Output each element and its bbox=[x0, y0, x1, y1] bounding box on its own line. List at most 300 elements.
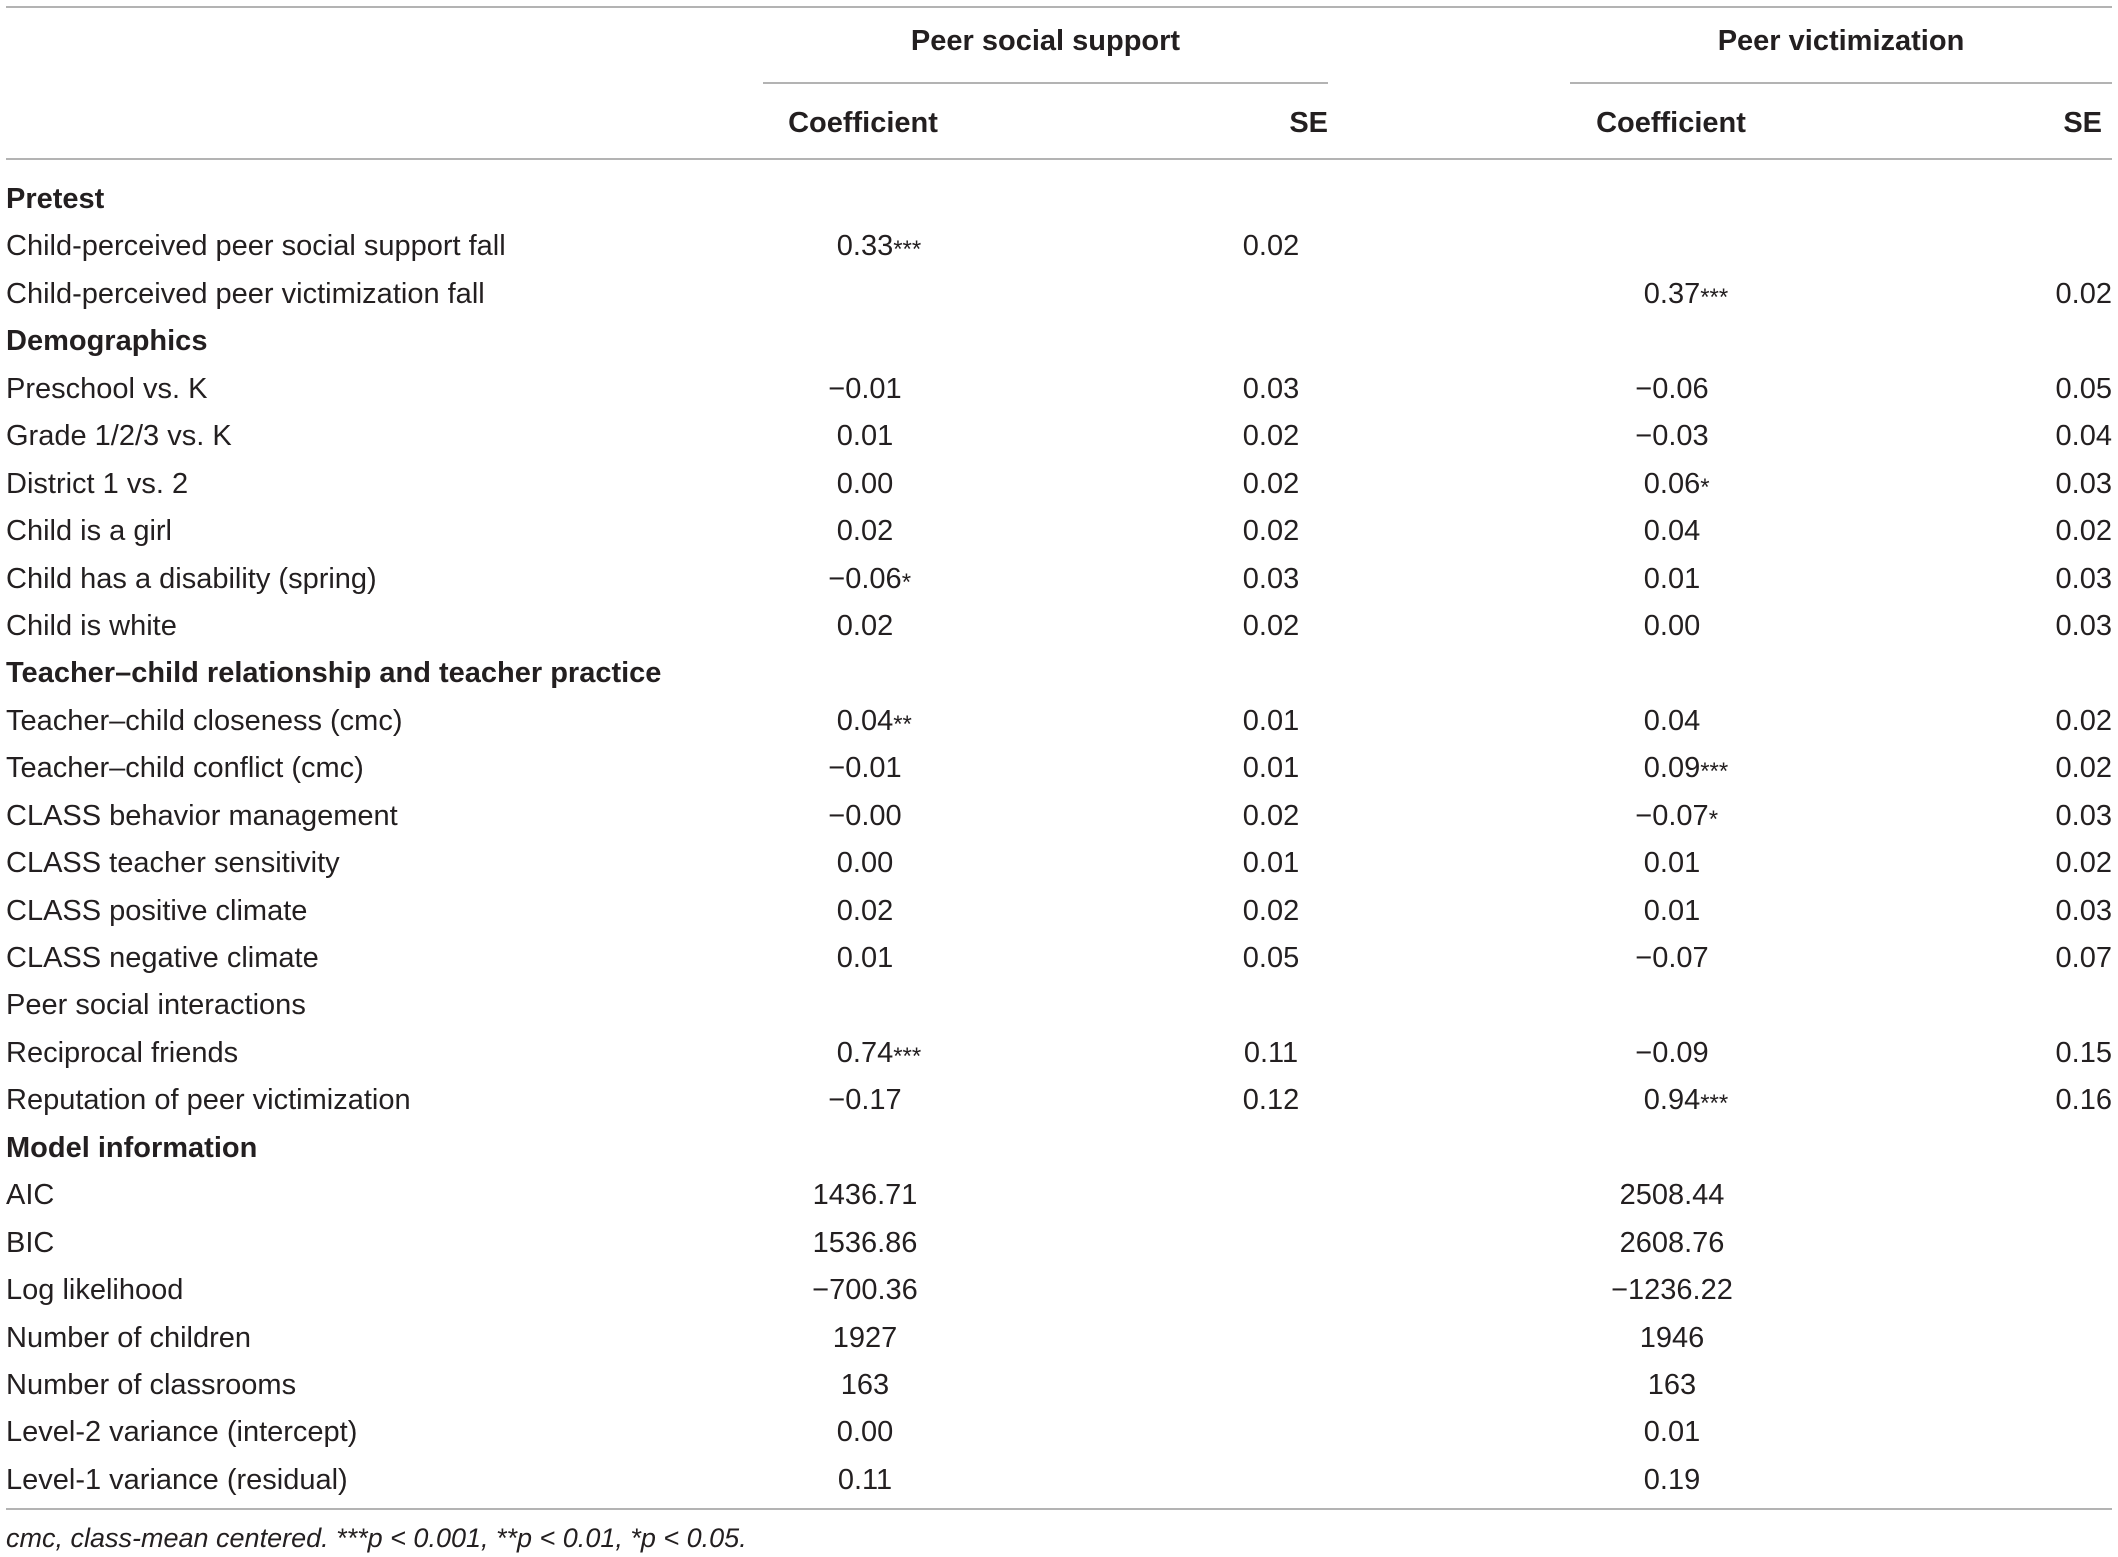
cell-se-a bbox=[1152, 556, 1390, 603]
cell-se-a bbox=[1152, 793, 1390, 840]
value-text: 0.04 bbox=[836, 704, 894, 737]
cell-coefficient-a bbox=[733, 366, 997, 413]
table-row bbox=[0, 840, 2118, 887]
cell-se-b bbox=[1930, 461, 2112, 508]
cell-se-a bbox=[1152, 1030, 1390, 1077]
value-text: 0.02 bbox=[836, 609, 894, 642]
value-text: 0.01 bbox=[1643, 1416, 1701, 1449]
value-text: 0.03 bbox=[2055, 894, 2112, 927]
cell-coefficient-b bbox=[1540, 745, 1804, 792]
table-bottom-rule bbox=[6, 1508, 2112, 1510]
col-header-coefficient-b: Coefficient bbox=[1596, 107, 1746, 139]
cell-se-b bbox=[1930, 840, 2112, 887]
cell-coefficient-b bbox=[1540, 1409, 1804, 1456]
cell-se-b bbox=[1930, 1030, 2112, 1077]
value-text: −0.01 bbox=[828, 752, 902, 785]
cell-value bbox=[836, 704, 912, 738]
cell-value bbox=[1243, 752, 1299, 784]
value-text: 0.03 bbox=[2055, 562, 2112, 595]
cell-value bbox=[837, 420, 893, 452]
table-row bbox=[0, 1172, 2118, 1219]
cell-se-b bbox=[1930, 508, 2112, 555]
cell-coefficient-b bbox=[1540, 556, 1804, 603]
cell-se-a bbox=[1152, 508, 1390, 555]
value-text: 163 bbox=[1647, 1368, 1697, 1401]
table-row bbox=[0, 1220, 2118, 1267]
cell-value bbox=[1244, 1037, 1298, 1069]
value-text: 0.11 bbox=[837, 1463, 893, 1496]
row-label: Peer social interactions bbox=[6, 989, 306, 1022]
cell-coefficient-a bbox=[733, 1172, 997, 1219]
cell-value bbox=[1635, 1037, 1708, 1069]
table-row bbox=[0, 793, 2118, 840]
value-text: 0.02 bbox=[2055, 277, 2112, 310]
cell-coefficient-b bbox=[1540, 1220, 1804, 1267]
value-text: 0.12 bbox=[1242, 1084, 1300, 1117]
value-text: 0.02 bbox=[2055, 752, 2112, 785]
cell-se-b bbox=[1930, 271, 2112, 318]
cell-value bbox=[2056, 847, 2112, 879]
value-text: 0.01 bbox=[1242, 704, 1300, 737]
table-row bbox=[0, 508, 2118, 555]
table-row bbox=[0, 556, 2118, 603]
value-text: 0.02 bbox=[1242, 515, 1300, 548]
value-text: 0.94 bbox=[1643, 1084, 1701, 1117]
significance-stars: * bbox=[1708, 805, 1719, 833]
value-text: 0.00 bbox=[836, 467, 894, 500]
cell-value bbox=[1635, 942, 1708, 974]
value-text: 0.02 bbox=[2055, 515, 2112, 548]
cell-value bbox=[2056, 468, 2112, 500]
table-row bbox=[0, 413, 2118, 460]
cell-value bbox=[1620, 1227, 1725, 1259]
cell-value bbox=[2056, 1037, 2112, 1069]
value-text: 0.01 bbox=[1643, 562, 1701, 595]
value-text: −0.01 bbox=[828, 372, 902, 405]
cell-se-b bbox=[1930, 935, 2112, 982]
row-label: Teacher–child conflict (cmc) bbox=[6, 752, 364, 785]
value-text: 0.09 bbox=[1643, 752, 1701, 785]
cell-value bbox=[1243, 942, 1299, 974]
cell-value bbox=[1644, 847, 1700, 879]
section-header-row bbox=[0, 176, 2118, 223]
value-text: 0.04 bbox=[1643, 704, 1701, 737]
cell-coefficient-a bbox=[733, 413, 997, 460]
value-text: 0.00 bbox=[836, 847, 894, 880]
cell-value bbox=[836, 1036, 922, 1070]
value-text: 0.03 bbox=[2055, 609, 2112, 642]
table-row bbox=[0, 461, 2118, 508]
cell-value bbox=[2056, 278, 2112, 310]
cell-value bbox=[828, 1084, 901, 1116]
value-text: −700.36 bbox=[812, 1274, 918, 1307]
cell-coefficient-a bbox=[733, 1457, 997, 1504]
cell-coefficient-b bbox=[1540, 1362, 1804, 1409]
value-text: 1436.71 bbox=[812, 1179, 918, 1212]
col-header-se-b: SE bbox=[2063, 107, 2102, 139]
cell-coefficient-a bbox=[733, 1030, 997, 1077]
cell-coefficient-a bbox=[733, 461, 997, 508]
header-bottom-rule bbox=[6, 158, 2112, 160]
table-row bbox=[0, 1315, 2118, 1362]
cell-value bbox=[1243, 847, 1299, 879]
cell-coefficient-b bbox=[1540, 1267, 1804, 1314]
table-row bbox=[0, 935, 2118, 982]
cell-value bbox=[1644, 1416, 1700, 1448]
cell-value bbox=[837, 1416, 893, 1448]
cell-coefficient-a bbox=[733, 1409, 997, 1456]
cell-coefficient-a bbox=[733, 698, 997, 745]
cell-value bbox=[1611, 1274, 1733, 1306]
row-label: Level-1 variance (residual) bbox=[6, 1463, 348, 1496]
cell-coefficient-b bbox=[1540, 698, 1804, 745]
value-text: 0.03 bbox=[2055, 799, 2112, 832]
cell-coefficient-b bbox=[1540, 1030, 1804, 1077]
cell-value bbox=[812, 1274, 918, 1306]
value-text: 0.05 bbox=[2055, 372, 2112, 405]
table-row bbox=[0, 1457, 2118, 1504]
value-text: −0.06 bbox=[828, 562, 902, 595]
cell-value bbox=[1243, 705, 1299, 737]
cell-value bbox=[833, 1322, 898, 1354]
value-text: 0.02 bbox=[1242, 799, 1300, 832]
cell-value bbox=[2056, 752, 2112, 784]
value-text: 0.00 bbox=[1643, 609, 1701, 642]
cell-coefficient-b bbox=[1540, 1077, 1804, 1124]
cell-value bbox=[813, 1227, 918, 1259]
value-text: −0.00 bbox=[828, 799, 902, 832]
table-row bbox=[0, 698, 2118, 745]
row-label: Number of children bbox=[6, 1321, 251, 1354]
cell-coefficient-a bbox=[733, 793, 997, 840]
col-header-coefficient-a: Coefficient bbox=[788, 107, 938, 139]
table-row bbox=[0, 223, 2118, 270]
cell-coefficient-b bbox=[1540, 935, 1804, 982]
cell-value bbox=[1243, 373, 1299, 405]
cell-coefficient-b bbox=[1540, 603, 1804, 650]
cell-coefficient-b bbox=[1540, 461, 1804, 508]
cell-se-b bbox=[1930, 745, 2112, 792]
col-header-se-a: SE bbox=[1289, 107, 1328, 139]
cell-coefficient-b bbox=[1540, 888, 1804, 935]
cell-se-b bbox=[1930, 698, 2112, 745]
value-text: 163 bbox=[840, 1368, 890, 1401]
value-text: 0.03 bbox=[2055, 467, 2112, 500]
cell-value bbox=[1243, 610, 1299, 642]
cell-value bbox=[2056, 563, 2112, 595]
table-row bbox=[0, 366, 2118, 413]
cell-se-a bbox=[1152, 413, 1390, 460]
section-header-row bbox=[0, 318, 2118, 365]
cell-value bbox=[1643, 277, 1729, 311]
cell-se-b bbox=[1930, 603, 2112, 650]
cell-value bbox=[837, 468, 893, 500]
cell-value bbox=[837, 515, 893, 547]
value-text: 0.05 bbox=[1242, 942, 1300, 974]
cell-value bbox=[1620, 1179, 1725, 1211]
cell-se-a bbox=[1152, 888, 1390, 935]
cell-value bbox=[1644, 563, 1700, 595]
value-text: −0.07 bbox=[1635, 942, 1709, 974]
cell-se-a bbox=[1152, 840, 1390, 887]
group-b-underline bbox=[1570, 82, 2112, 84]
row-label: Level-2 variance (intercept) bbox=[6, 1416, 358, 1449]
group-header-peer-social-support: Peer social support bbox=[910, 25, 1181, 57]
value-text: −1236.22 bbox=[1611, 1274, 1733, 1307]
cell-value bbox=[1243, 515, 1299, 547]
cell-coefficient-a bbox=[733, 223, 997, 270]
value-text: 1536.86 bbox=[812, 1226, 918, 1259]
cell-coefficient-b bbox=[1540, 840, 1804, 887]
cell-value bbox=[828, 373, 901, 405]
cell-value bbox=[813, 1179, 918, 1211]
cell-coefficient-a bbox=[733, 840, 997, 887]
value-text: 1946 bbox=[1639, 1321, 1705, 1354]
cell-coefficient-a bbox=[733, 1220, 997, 1267]
cell-value bbox=[2056, 610, 2112, 642]
cell-se-a bbox=[1152, 745, 1390, 792]
value-text: −0.09 bbox=[1635, 1036, 1709, 1069]
cell-coefficient-b bbox=[1540, 1315, 1804, 1362]
cell-value bbox=[837, 610, 893, 642]
value-text: 0.02 bbox=[1242, 894, 1300, 927]
significance-stars: * bbox=[1700, 473, 1710, 501]
cell-value bbox=[2056, 942, 2112, 974]
row-label: Reputation of peer victimization bbox=[6, 1084, 411, 1117]
table-top-rule bbox=[6, 6, 2112, 8]
table-row bbox=[0, 982, 2118, 1029]
cell-value bbox=[837, 895, 893, 927]
cell-se-a bbox=[1152, 223, 1390, 270]
cell-se-b bbox=[1930, 366, 2112, 413]
value-text: 0.02 bbox=[2055, 847, 2112, 880]
section-label: Teacher–child relationship and teacher practice bbox=[6, 657, 662, 690]
cell-value bbox=[1635, 799, 1719, 833]
table-row bbox=[0, 603, 2118, 650]
value-text: 0.01 bbox=[1242, 847, 1300, 880]
cell-coefficient-a bbox=[733, 935, 997, 982]
value-text: 0.02 bbox=[836, 515, 894, 548]
value-text: 0.00 bbox=[836, 1416, 894, 1449]
row-label: Teacher–child closeness (cmc) bbox=[6, 704, 403, 737]
table-row bbox=[0, 888, 2118, 935]
cell-value bbox=[1243, 563, 1299, 595]
section-header-row bbox=[0, 650, 2118, 697]
group-a-underline bbox=[763, 82, 1328, 84]
value-text: 0.37 bbox=[1643, 277, 1701, 310]
value-text: 0.19 bbox=[1643, 1463, 1701, 1496]
cell-se-b bbox=[1930, 413, 2112, 460]
value-text: 0.01 bbox=[836, 420, 894, 453]
cell-value bbox=[1643, 1084, 1729, 1118]
row-label: AIC bbox=[6, 1179, 55, 1212]
cell-coefficient-a bbox=[733, 745, 997, 792]
cell-coefficient-b bbox=[1540, 1172, 1804, 1219]
table-footnote: cmc, class-mean centered. ***p < 0.001, **p < 0.01, *p < 0.05. bbox=[6, 1523, 747, 1553]
cell-value bbox=[2056, 895, 2112, 927]
section-label: Pretest bbox=[6, 183, 105, 215]
row-label: Log likelihood bbox=[6, 1274, 184, 1307]
value-text: 0.02 bbox=[1242, 230, 1300, 263]
cell-value bbox=[828, 800, 901, 832]
cell-se-b bbox=[1930, 556, 2112, 603]
cell-value bbox=[1648, 1369, 1696, 1401]
cell-value bbox=[1640, 1322, 1705, 1354]
section-header-row bbox=[0, 1125, 2118, 1172]
cell-value bbox=[1644, 705, 1700, 737]
value-text: 0.16 bbox=[2055, 1084, 2112, 1117]
cell-value bbox=[838, 1464, 892, 1496]
table-row bbox=[0, 745, 2118, 792]
value-text: 0.02 bbox=[1242, 467, 1300, 500]
value-text: 1927 bbox=[832, 1321, 898, 1354]
cell-value bbox=[1644, 610, 1700, 642]
row-label: Child is white bbox=[6, 609, 177, 642]
row-label: Reciprocal friends bbox=[6, 1036, 239, 1069]
table-body bbox=[0, 176, 2118, 1504]
row-label: CLASS positive climate bbox=[6, 894, 308, 927]
cell-coefficient-b bbox=[1540, 1457, 1804, 1504]
cell-coefficient-a bbox=[733, 1077, 997, 1124]
cell-value bbox=[1243, 1084, 1299, 1116]
significance-stars: *** bbox=[893, 1042, 922, 1070]
value-text: −0.17 bbox=[828, 1084, 902, 1117]
value-text: 0.02 bbox=[1242, 609, 1300, 642]
cell-value bbox=[2056, 373, 2112, 405]
section-label: Model information bbox=[6, 1131, 258, 1164]
cell-value bbox=[2056, 800, 2112, 832]
cell-value bbox=[1243, 800, 1299, 832]
cell-coefficient-a bbox=[733, 1267, 997, 1314]
significance-stars: * bbox=[901, 568, 912, 596]
value-text: 0.01 bbox=[1643, 894, 1701, 927]
value-text: −0.03 bbox=[1635, 420, 1709, 453]
table-row bbox=[0, 271, 2118, 318]
cell-se-a bbox=[1152, 698, 1390, 745]
row-label: Child has a disability (spring) bbox=[6, 562, 377, 595]
cell-value bbox=[841, 1369, 889, 1401]
cell-coefficient-b bbox=[1540, 271, 1804, 318]
value-text: 0.01 bbox=[836, 942, 894, 974]
cell-coefficient-a bbox=[733, 1362, 997, 1409]
cell-coefficient-a bbox=[733, 556, 997, 603]
cell-value bbox=[1643, 752, 1729, 786]
cell-coefficient-a bbox=[733, 888, 997, 935]
cell-value bbox=[1243, 895, 1299, 927]
row-label: CLASS teacher sensitivity bbox=[6, 847, 340, 880]
value-text: 0.06 bbox=[1643, 467, 1701, 500]
cell-value bbox=[837, 847, 893, 879]
cell-value bbox=[837, 942, 893, 974]
cell-se-a bbox=[1152, 1077, 1390, 1124]
cell-coefficient-b bbox=[1540, 508, 1804, 555]
value-text: 0.02 bbox=[1242, 420, 1300, 453]
table-row bbox=[0, 1077, 2118, 1124]
value-text: 2508.44 bbox=[1619, 1179, 1725, 1212]
value-text: −0.07 bbox=[1635, 799, 1709, 832]
cell-value bbox=[836, 230, 922, 264]
cell-value bbox=[1643, 467, 1710, 501]
cell-coefficient-a bbox=[733, 508, 997, 555]
row-label: CLASS behavior management bbox=[6, 799, 398, 832]
significance-stars: *** bbox=[893, 236, 922, 264]
cell-value bbox=[1243, 468, 1299, 500]
cell-se-a bbox=[1152, 603, 1390, 650]
value-text: 0.11 bbox=[1243, 1036, 1299, 1069]
cell-value bbox=[1243, 230, 1299, 262]
value-text: 0.74 bbox=[836, 1036, 894, 1069]
cell-se-a bbox=[1152, 461, 1390, 508]
row-label: Child-perceived peer social support fall bbox=[6, 230, 506, 263]
cell-value bbox=[828, 562, 912, 596]
significance-stars: ** bbox=[893, 710, 912, 738]
cell-value bbox=[1644, 515, 1700, 547]
table-row bbox=[0, 1409, 2118, 1456]
cell-value bbox=[828, 752, 901, 784]
value-text: 2608.76 bbox=[1619, 1226, 1725, 1259]
significance-stars: *** bbox=[1700, 283, 1729, 311]
cell-se-b bbox=[1930, 793, 2112, 840]
cell-coefficient-a bbox=[733, 1315, 997, 1362]
cell-value bbox=[2056, 705, 2112, 737]
cell-value bbox=[1644, 895, 1700, 927]
group-header-peer-victimization: Peer victimization bbox=[1717, 25, 1965, 57]
cell-value bbox=[1243, 420, 1299, 452]
cell-coefficient-b bbox=[1540, 793, 1804, 840]
cell-coefficient-a bbox=[733, 603, 997, 650]
value-text: 0.03 bbox=[1242, 372, 1300, 405]
cell-coefficient-b bbox=[1540, 366, 1804, 413]
value-text: 0.15 bbox=[2055, 1036, 2112, 1069]
row-label: BIC bbox=[6, 1226, 55, 1259]
table-row bbox=[0, 1267, 2118, 1314]
value-text: −0.06 bbox=[1635, 372, 1709, 405]
row-label: Child is a girl bbox=[6, 515, 172, 548]
value-text: 0.01 bbox=[1643, 847, 1701, 880]
cell-se-a bbox=[1152, 366, 1390, 413]
row-label: Grade 1/2/3 vs. K bbox=[6, 420, 232, 453]
significance-stars: *** bbox=[1700, 758, 1729, 786]
cell-value bbox=[1644, 1464, 1700, 1496]
row-label: Number of classrooms bbox=[6, 1368, 297, 1401]
cell-coefficient-b bbox=[1540, 413, 1804, 460]
row-label: Child-perceived peer victimization fall bbox=[6, 277, 485, 310]
row-label: CLASS negative climate bbox=[6, 942, 319, 974]
table-row bbox=[0, 1030, 2118, 1077]
cell-value bbox=[2056, 420, 2112, 452]
cell-value bbox=[2056, 515, 2112, 547]
value-text: 0.04 bbox=[2055, 420, 2112, 453]
cell-value bbox=[2056, 1084, 2112, 1116]
row-label: Preschool vs. K bbox=[6, 372, 208, 405]
cell-value bbox=[1635, 420, 1708, 452]
value-text: 0.01 bbox=[1242, 752, 1300, 785]
significance-stars: *** bbox=[1700, 1090, 1729, 1118]
section-label: Demographics bbox=[6, 325, 208, 358]
value-text: 0.04 bbox=[1643, 515, 1701, 548]
row-label: District 1 vs. 2 bbox=[6, 467, 189, 500]
cell-se-b bbox=[1930, 888, 2112, 935]
value-text: 0.02 bbox=[836, 894, 894, 927]
value-text: 0.07 bbox=[2055, 942, 2112, 974]
cell-se-a bbox=[1152, 935, 1390, 982]
value-text: 0.02 bbox=[2055, 704, 2112, 737]
value-text: 0.03 bbox=[1242, 562, 1300, 595]
value-text: 0.33 bbox=[836, 230, 894, 263]
cell-value bbox=[1635, 373, 1708, 405]
cell-se-b bbox=[1930, 1077, 2112, 1124]
table-row bbox=[0, 1362, 2118, 1409]
